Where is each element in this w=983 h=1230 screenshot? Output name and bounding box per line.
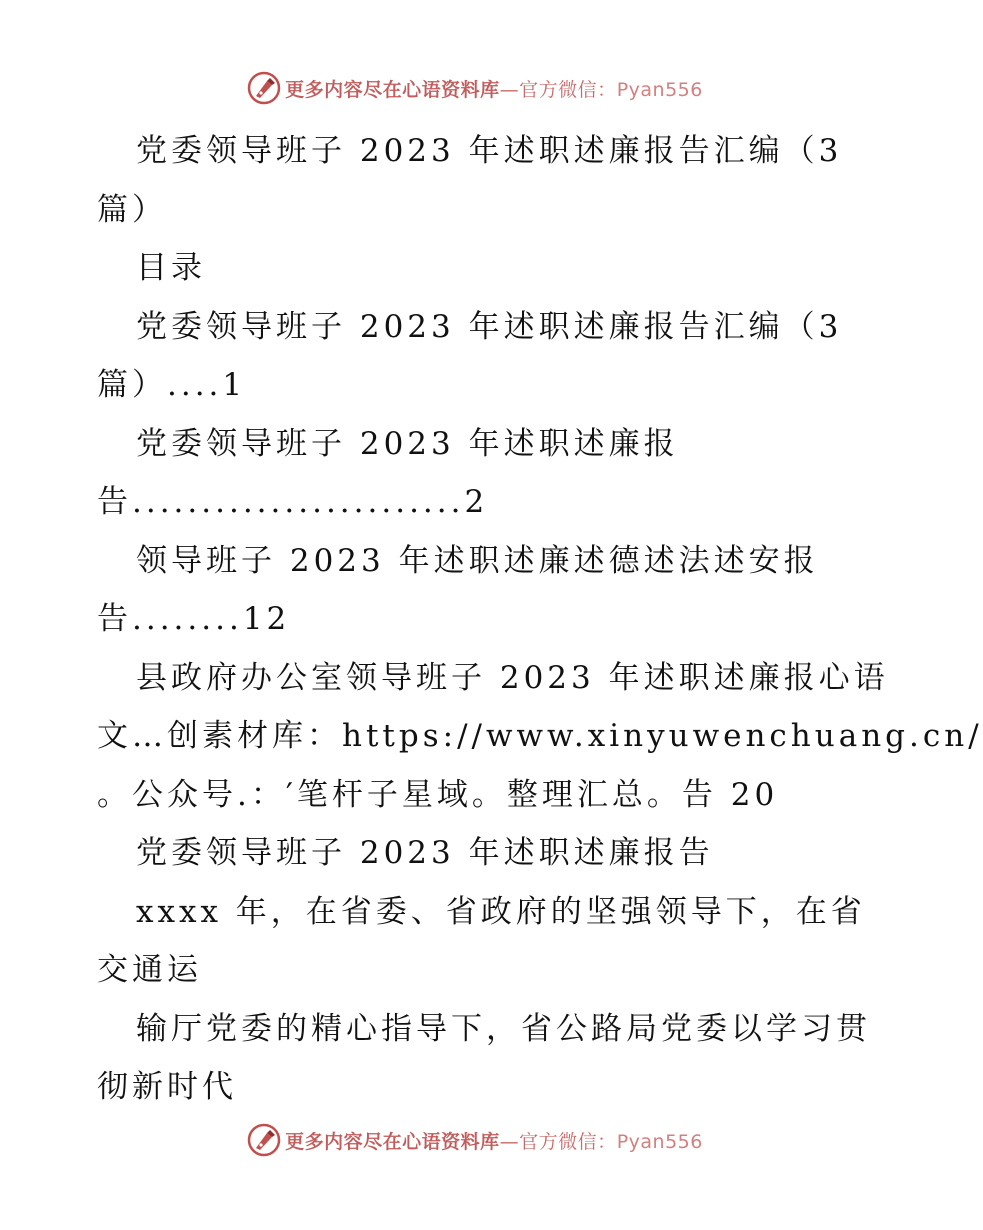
watermark-main-text: 更多内容尽在心语资料库 — [285, 78, 500, 101]
toc-heading: 目录 — [136, 250, 206, 286]
toc-entry-1-line-2: 篇）....1 — [97, 367, 247, 403]
watermark-handle: Pyan556 — [616, 1130, 703, 1153]
watermark-dash: — — [499, 1130, 520, 1153]
body-paragraph-line-4: 彻新时代 — [97, 1069, 237, 1105]
doc-title-line-1: 党委领导班子 2023 年述职述廉报告汇编（3 — [136, 133, 843, 169]
watermark-text — [285, 1127, 703, 1154]
watermark-dash: — — [499, 78, 520, 101]
toc-entry-3-line-1: 领导班子 2023 年述职述廉述德述法述安报 — [136, 542, 819, 579]
section-heading: 党委领导班子 2023 年述职述廉报告 — [136, 835, 714, 871]
watermark-text — [285, 75, 703, 102]
body-paragraph-line-3: 输厅党委的精心指导下，省公路局党委以学习贯 — [136, 1010, 871, 1047]
toc-entry-4-line-3: 。公众号.：′笔杆子星域。整理汇总。告 20 — [97, 776, 779, 813]
doc-title-line-2: 篇） — [97, 191, 167, 228]
body-paragraph-line-2: 交通运 — [97, 952, 202, 988]
toc-entry-1-line-1: 党委领导班子 2023 年述职述廉报告汇编（3 — [136, 308, 843, 345]
body-paragraph-line-1: xxxx 年，在省委、省政府的坚强领导下，在省 — [136, 893, 866, 930]
toc-entry-2-line-2: 告........................2 — [97, 484, 489, 520]
watermark-main-text: 更多内容尽在心语资料库 — [285, 1130, 500, 1153]
watermark-handle: Pyan556 — [616, 78, 703, 101]
header-watermark — [0, 68, 950, 108]
document-body — [97, 122, 983, 1117]
pen-nib-logo-icon — [247, 71, 281, 105]
toc-entry-4-line-2: 文…创素材库：https://www.xinyuwenchuang.cn/ — [97, 718, 983, 754]
toc-entry-2-line-1: 党委领导班子 2023 年述职述廉报 — [136, 425, 679, 462]
watermark-suffix-text: 官方微信： — [519, 1130, 617, 1153]
footer-watermark — [0, 1120, 950, 1160]
pen-nib-logo-icon — [247, 1123, 281, 1157]
toc-entry-3-line-2: 告........12 — [97, 601, 291, 637]
watermark-suffix-text: 官方微信： — [519, 78, 617, 101]
toc-entry-4-line-1: 县政府办公室领导班子 2023 年述职述廉报心语 — [136, 659, 889, 696]
